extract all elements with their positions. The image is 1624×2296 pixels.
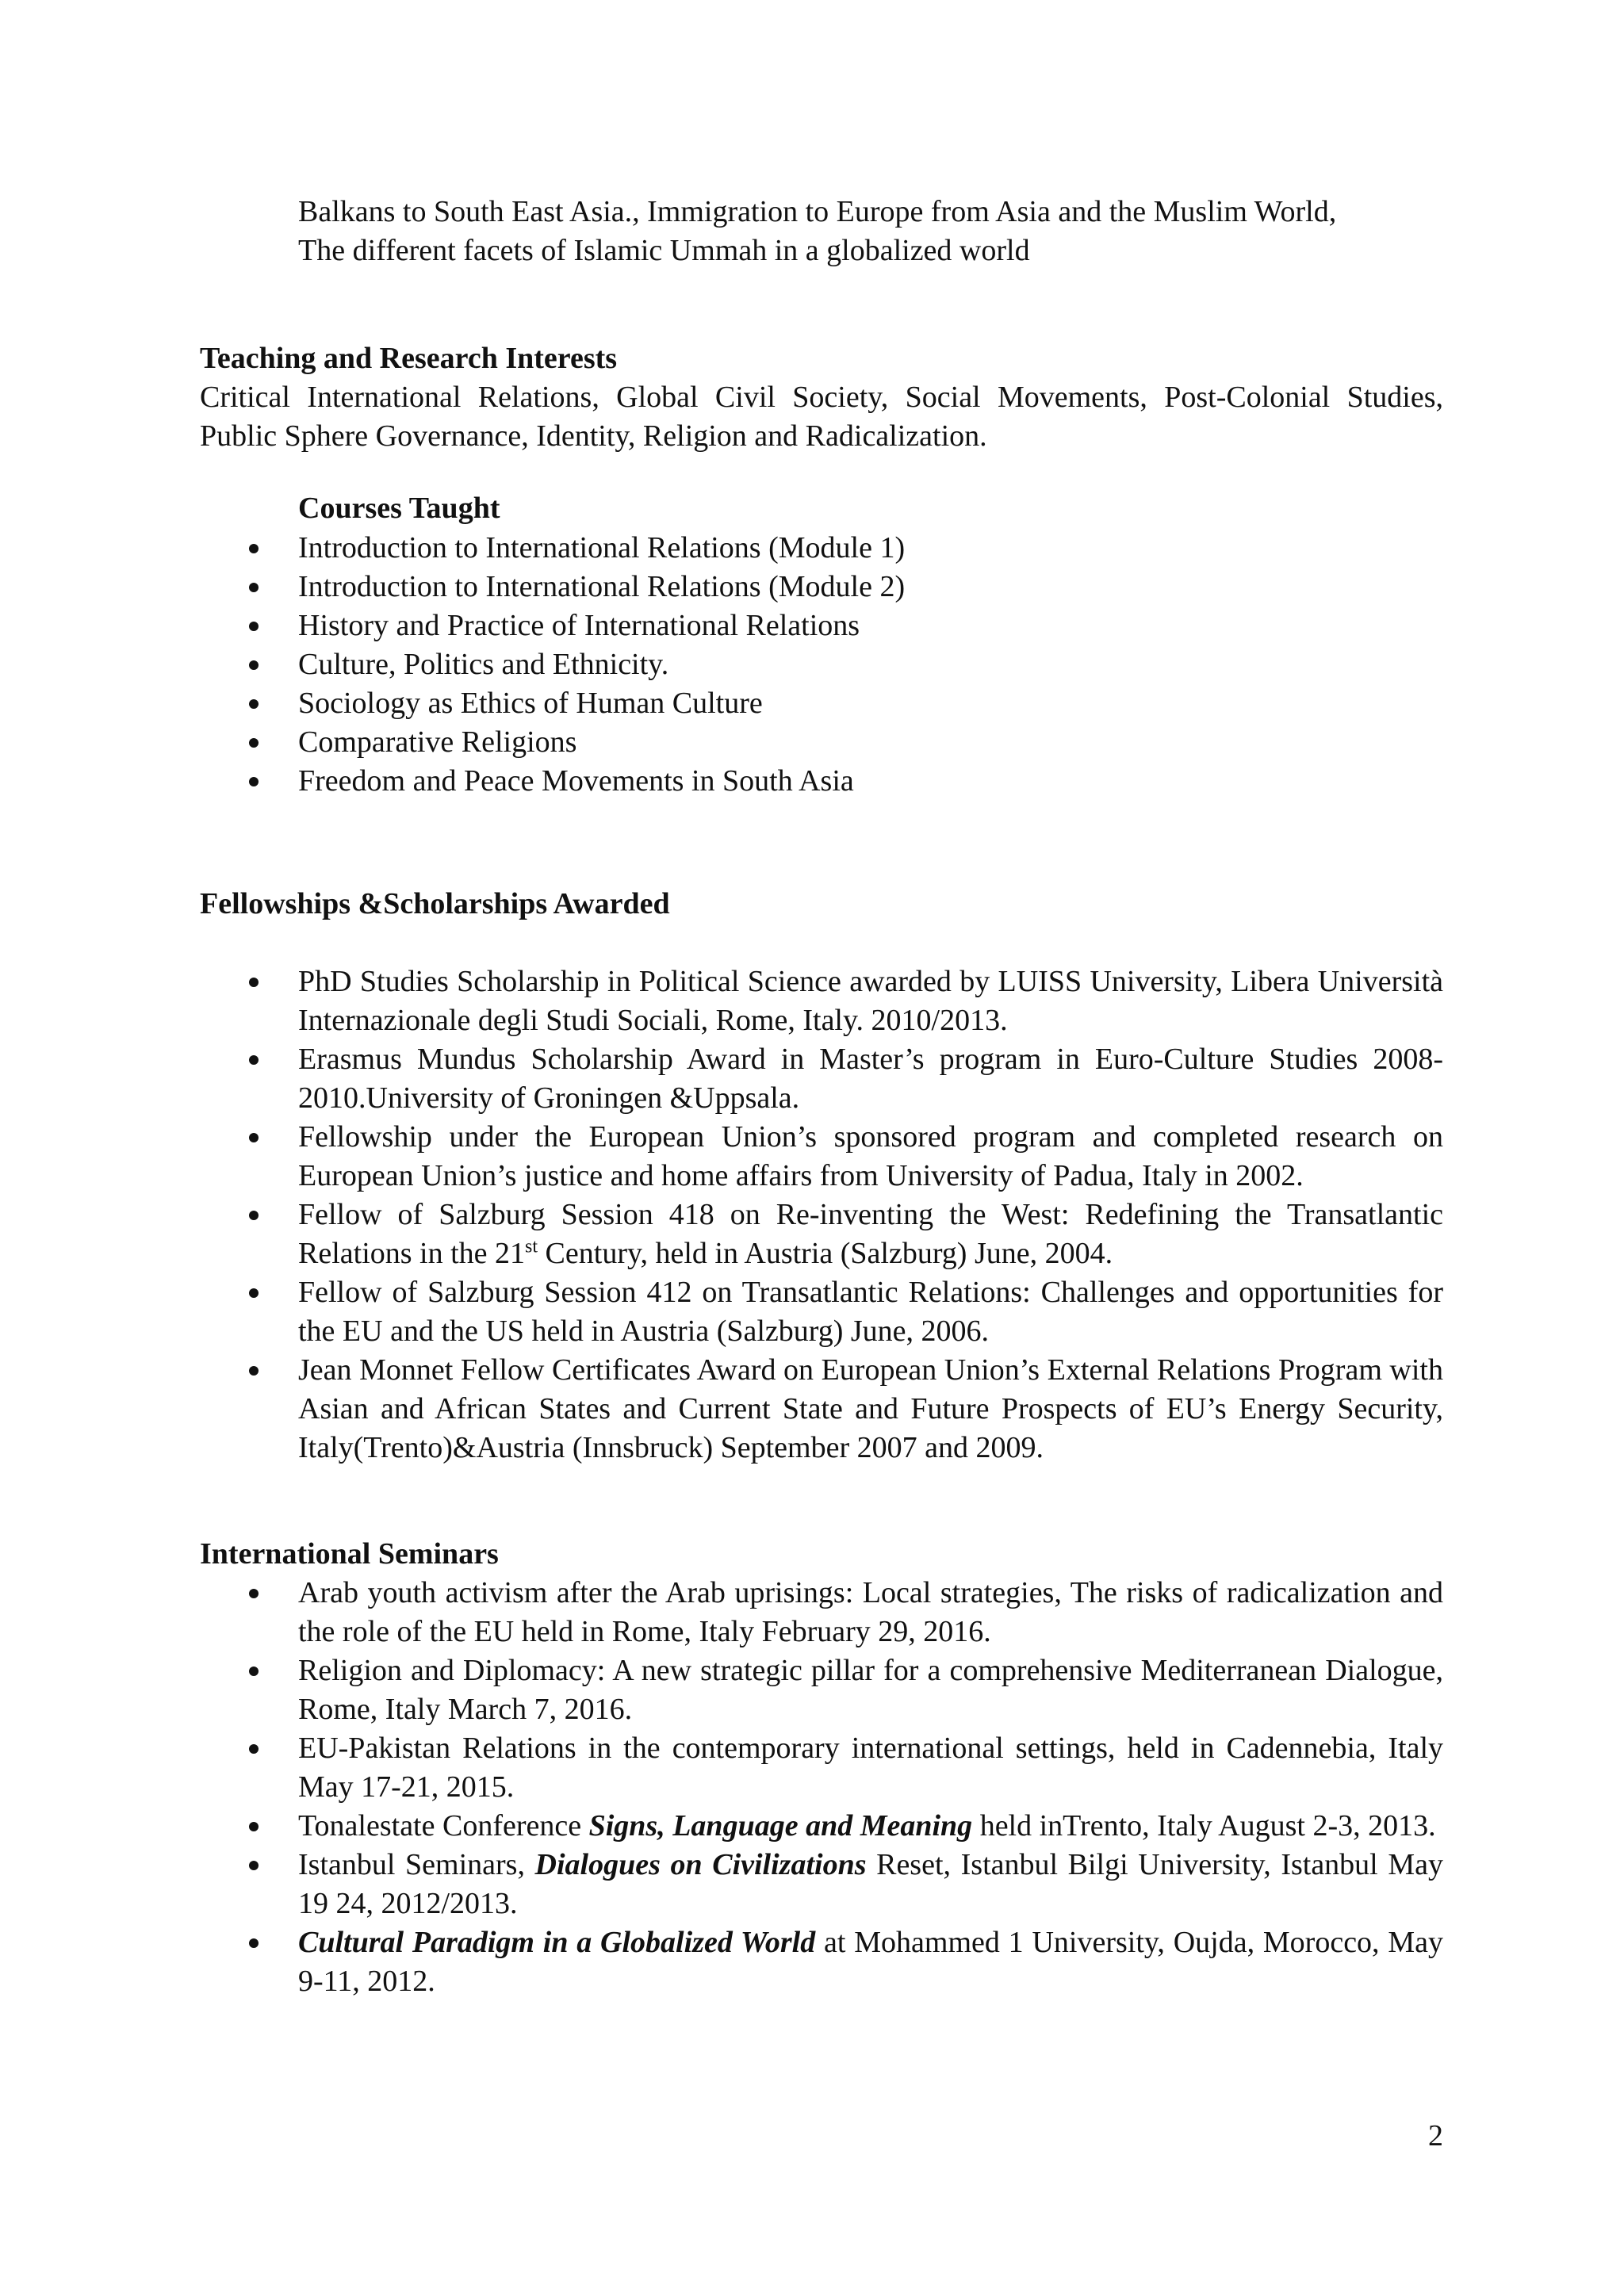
seminar-text: Cultural Paradigm in a Globalized World at Mohammed 1 University, Oujda, Morocco, May 9-11, 2012.: [298, 1926, 1444, 1998]
fellowships-list: [298, 962, 1443, 1468]
seminars-list: [298, 1574, 1443, 2001]
bullet-icon: [249, 1055, 259, 1065]
bullet-icon: [249, 699, 259, 709]
course-text: Sociology as Ethics of Human Culture: [298, 687, 763, 720]
fellowship-text: Fellow of Salzburg Session 412 on Transatlantic Relations: Challenges and opportunities for the EU and the US held in Austria (Salzburg) June, 2006.: [298, 1276, 1443, 1348]
bullet-icon: [249, 622, 259, 631]
list-item: [298, 1040, 1443, 1118]
course-text: Introduction to International Relations (Module 2): [298, 570, 906, 603]
bullet-icon: [249, 738, 259, 748]
list-item: [298, 962, 1443, 1040]
list-item: [298, 1196, 1443, 1273]
bullet-icon: [249, 1211, 259, 1220]
courses-list: [298, 529, 1443, 801]
bullet-icon: [249, 1366, 259, 1376]
list-item: [298, 723, 1443, 762]
seminars-heading: International Seminars: [200, 1537, 499, 1571]
page-number: 2: [1428, 2119, 1443, 2152]
list-item: [298, 1846, 1443, 1923]
list-item: [298, 607, 1443, 645]
bullet-icon: [249, 1861, 259, 1870]
list-item: [298, 762, 1443, 801]
list-item: [298, 645, 1443, 684]
list-item: [298, 1729, 1443, 1807]
bullet-icon: [249, 1288, 259, 1298]
courses-heading: Courses Taught: [298, 492, 500, 525]
intro-line: The different facets of Islamic Ummah in a globalized world: [298, 234, 1030, 267]
bullet-icon: [249, 1667, 259, 1676]
bullet-icon: [249, 583, 259, 592]
list-item: [298, 568, 1443, 607]
bullet-icon: [249, 777, 259, 786]
seminar-text: Istanbul Seminars, Dialogues on Civilizations Reset, Istanbul Bilgi University, Istanbul May 19 24, 2012/2013.: [298, 1848, 1443, 1920]
list-item: [298, 1574, 1443, 1651]
teaching-heading: Teaching and Research Interests: [200, 342, 618, 375]
course-text: Culture, Politics and Ethnicity.: [298, 648, 669, 681]
list-item: [298, 684, 1443, 723]
list-item: [298, 1351, 1443, 1468]
fellowship-text: Fellowship under the European Union’s sponsored program and completed research on European Union’s justice and home affairs from University of Padua, Italy in 2002.: [298, 1120, 1443, 1192]
seminar-text: EU-Pakistan Relations in the contemporary international settings, held in Cadennebia, Italy May 17-21, 2015.: [298, 1732, 1443, 1804]
course-text: Introduction to International Relations (Module 1): [298, 531, 906, 564]
list-item: [298, 1651, 1443, 1729]
seminar-text: Arab youth activism after the Arab uprisings: Local strategies, The risks of radicalization and the role of the EU held in Rome, Italy February 29, 2016.: [298, 1576, 1443, 1648]
list-item: [298, 1923, 1443, 2001]
bullet-icon: [249, 544, 259, 553]
bullet-icon: [249, 1744, 259, 1754]
bullet-icon: [249, 1822, 259, 1831]
intro-paragraph: [298, 193, 1443, 270]
bullet-icon: [249, 1589, 259, 1598]
list-item: [298, 1807, 1443, 1846]
bullet-icon: [249, 1938, 259, 1948]
list-item: [298, 1273, 1443, 1351]
bullet-icon: [249, 1133, 259, 1142]
list-item: [298, 529, 1443, 568]
fellowships-heading: Fellowships &Scholarships Awarded: [200, 887, 670, 920]
fellowship-text: Erasmus Mundus Scholarship Award in Master’s program in Euro-Culture Studies 2008-2010.University of Groningen &Uppsala.: [298, 1043, 1443, 1115]
fellowship-text: PhD Studies Scholarship in Political Science awarded by LUISS University, Libera Università Internazionale degli Studi Sociali, Rome, Italy. 2010/2013.: [298, 965, 1443, 1037]
bullet-icon: [249, 978, 259, 987]
course-text: Freedom and Peace Movements in South Asia: [298, 764, 854, 798]
list-item: [298, 1118, 1443, 1196]
teaching-text: Critical International Relations, Global Civil Society, Social Movements, Post-Colonial Studies, Public Sphere Governance, Identity, Religion and Radicalization.: [200, 381, 1443, 453]
bullet-icon: [249, 660, 259, 670]
fellowship-text: Fellow of Salzburg Session 418 on Re-inventing the West: Redefining the Transatlantic Relations in the 21st Century, held in Austria (Salzburg) June, 2004.: [298, 1198, 1443, 1270]
seminar-text: Religion and Diplomacy: A new strategic pillar for a comprehensive Mediterranean Dialogue, Rome, Italy March 7, 2016.: [298, 1654, 1443, 1726]
course-text: History and Practice of International Relations: [298, 609, 860, 642]
intro-line: Balkans to South East Asia., Immigration to Europe from Asia and the Muslim World,: [298, 195, 1337, 228]
seminar-text: Tonalestate Conference Signs, Language and Meaning held inTrento, Italy August 2-3, 2013.: [298, 1809, 1436, 1843]
fellowship-text: Jean Monnet Fellow Certificates Award on European Union’s External Relations Program with Asian and African States and Current State and Future Prospects of EU’s Energy Security, Italy(Trento)&Austria (Innsbruck) September 2007 and 2009.: [298, 1353, 1443, 1464]
course-text: Comparative Religions: [298, 725, 577, 759]
